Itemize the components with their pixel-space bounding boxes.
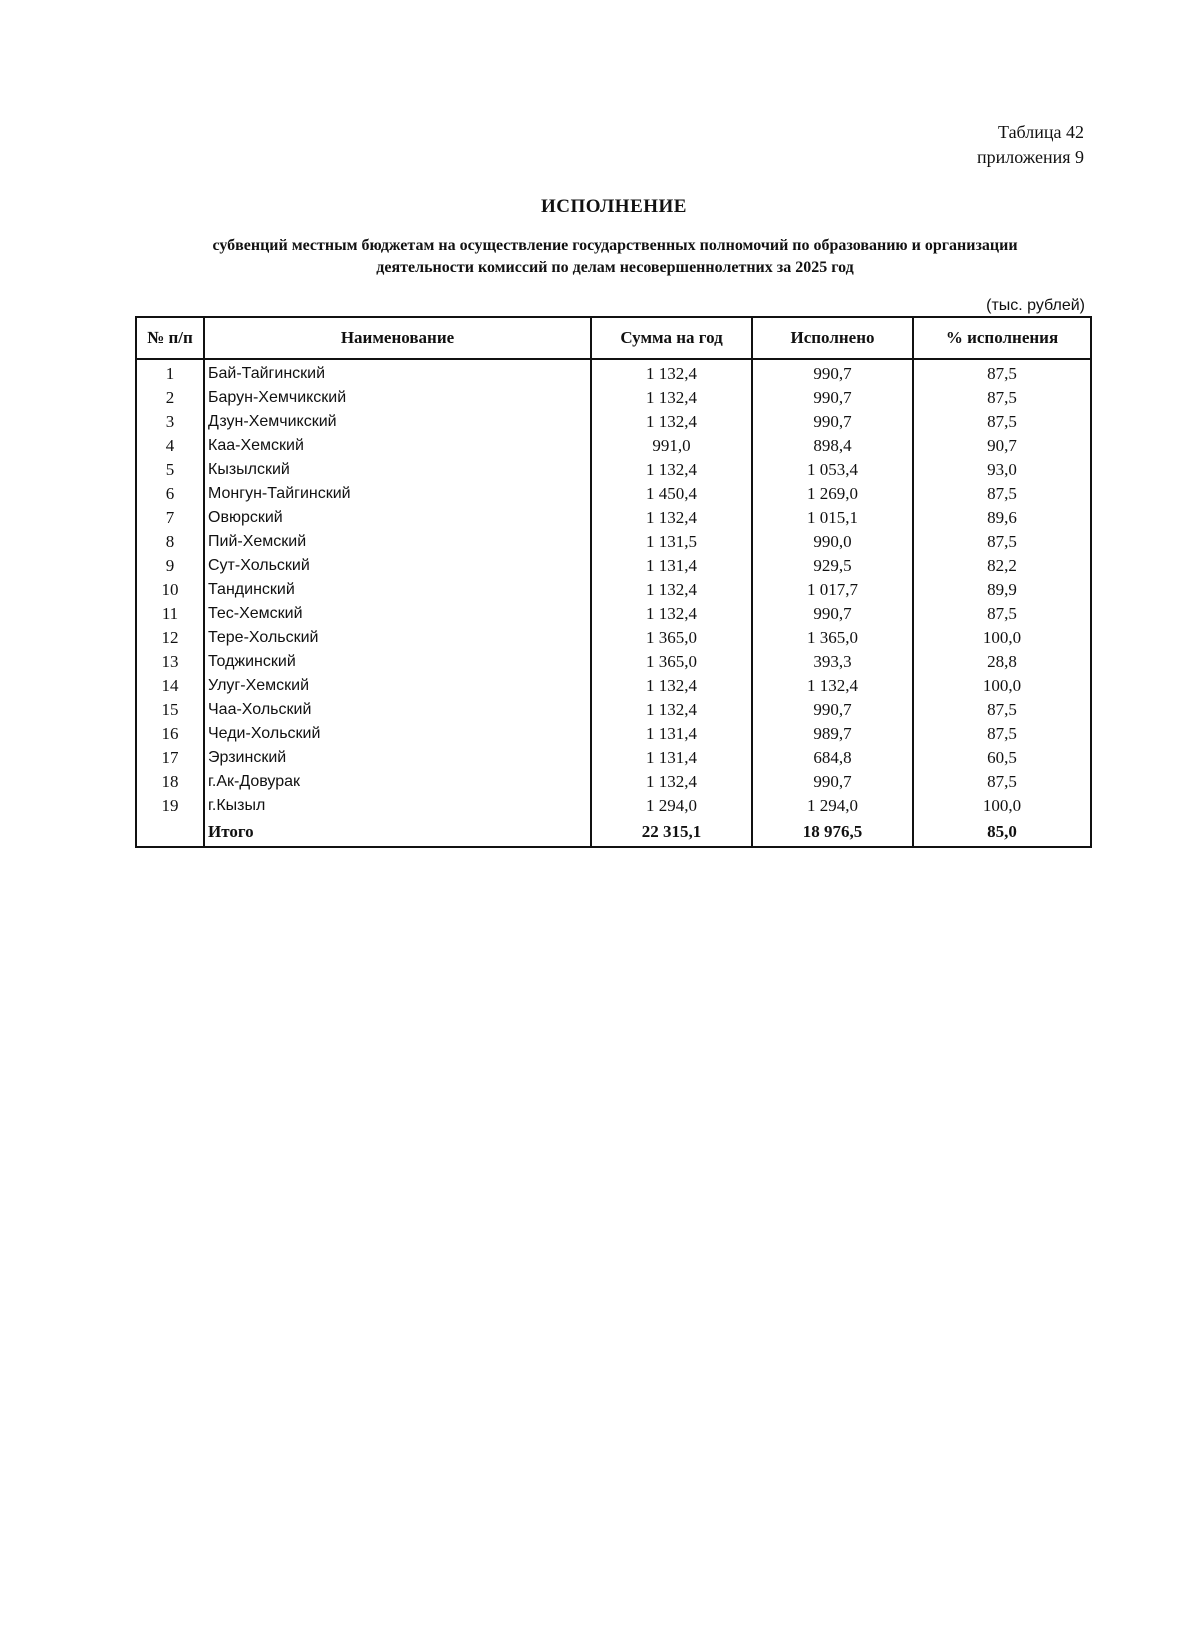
table-row <box>136 650 1091 674</box>
row-name: Эрзинский <box>204 746 591 770</box>
row-name: Сут-Хольский <box>204 554 591 578</box>
row-percent: 100,0 <box>913 674 1091 698</box>
row-number: 5 <box>136 458 204 482</box>
row-annual-sum: 1 131,4 <box>591 554 752 578</box>
row-number: 9 <box>136 554 204 578</box>
row-executed: 990,7 <box>752 359 913 386</box>
table-header-row <box>136 317 1091 359</box>
row-executed: 990,7 <box>752 602 913 626</box>
table-row <box>136 578 1091 602</box>
row-number: 10 <box>136 578 204 602</box>
document-title: ИСПОЛНЕНИЕ <box>541 196 687 217</box>
row-executed: 1 053,4 <box>752 458 913 482</box>
row-annual-sum: 1 132,4 <box>591 458 752 482</box>
row-executed: 990,7 <box>752 410 913 434</box>
units-label: (тыс. рублей) <box>986 297 1085 314</box>
row-annual-sum: 1 131,4 <box>591 746 752 770</box>
row-percent: 87,5 <box>913 530 1091 554</box>
row-name: г.Кызыл <box>204 794 591 818</box>
total-executed: 18 976,5 <box>752 818 913 847</box>
table-body <box>136 359 1091 847</box>
row-executed: 1 017,7 <box>752 578 913 602</box>
row-executed: 1 269,0 <box>752 482 913 506</box>
row-name: Чаа-Хольский <box>204 698 591 722</box>
row-name: Барун-Хемчикский <box>204 386 591 410</box>
row-percent: 87,5 <box>913 602 1091 626</box>
row-percent: 87,5 <box>913 482 1091 506</box>
row-annual-sum: 1 132,4 <box>591 410 752 434</box>
table-row <box>136 359 1091 386</box>
row-percent: 28,8 <box>913 650 1091 674</box>
row-executed: 990,0 <box>752 530 913 554</box>
row-annual-sum: 1 132,4 <box>591 386 752 410</box>
row-annual-sum: 1 132,4 <box>591 674 752 698</box>
row-annual-sum: 1 132,4 <box>591 602 752 626</box>
row-name: Овюрский <box>204 506 591 530</box>
row-annual-sum: 1 132,4 <box>591 770 752 794</box>
table-row <box>136 386 1091 410</box>
table-row <box>136 794 1091 818</box>
row-annual-sum: 1 132,4 <box>591 698 752 722</box>
row-name: Тере-Хольский <box>204 626 591 650</box>
total-label: Итого <box>204 818 591 847</box>
row-percent: 82,2 <box>913 554 1091 578</box>
table-row <box>136 554 1091 578</box>
row-annual-sum: 1 132,4 <box>591 359 752 386</box>
row-name: Тоджинский <box>204 650 591 674</box>
row-annual-sum: 1 131,5 <box>591 530 752 554</box>
table-row <box>136 482 1091 506</box>
row-percent: 87,5 <box>913 359 1091 386</box>
table-row <box>136 458 1091 482</box>
table-row <box>136 506 1091 530</box>
column-header-executed: Исполнено <box>752 317 913 359</box>
row-name: Монгун-Тайгинский <box>204 482 591 506</box>
row-executed: 1 294,0 <box>752 794 913 818</box>
row-executed: 929,5 <box>752 554 913 578</box>
row-annual-sum: 991,0 <box>591 434 752 458</box>
row-name: Пий-Хемский <box>204 530 591 554</box>
row-percent: 87,5 <box>913 410 1091 434</box>
column-header-annual-sum: Сумма на год <box>591 317 752 359</box>
row-executed: 684,8 <box>752 746 913 770</box>
row-percent: 87,5 <box>913 770 1091 794</box>
row-number: 7 <box>136 506 204 530</box>
row-percent: 87,5 <box>913 386 1091 410</box>
row-name: Улуг-Хемский <box>204 674 591 698</box>
table-row <box>136 698 1091 722</box>
row-name: Бай-Тайгинский <box>204 359 591 386</box>
execution-table <box>135 316 1092 848</box>
total-number <box>136 818 204 847</box>
row-annual-sum: 1 132,4 <box>591 578 752 602</box>
row-executed: 898,4 <box>752 434 913 458</box>
table-row <box>136 410 1091 434</box>
row-number: 4 <box>136 434 204 458</box>
row-percent: 87,5 <box>913 698 1091 722</box>
document-subtitle <box>150 235 1080 279</box>
row-number: 18 <box>136 770 204 794</box>
row-number: 11 <box>136 602 204 626</box>
row-annual-sum: 1 131,4 <box>591 722 752 746</box>
row-name: Тандинский <box>204 578 591 602</box>
row-percent: 100,0 <box>913 626 1091 650</box>
row-percent: 89,9 <box>913 578 1091 602</box>
row-percent: 60,5 <box>913 746 1091 770</box>
table-row <box>136 674 1091 698</box>
table-reference <box>977 120 1084 170</box>
row-name: Тес-Хемский <box>204 602 591 626</box>
row-number: 13 <box>136 650 204 674</box>
row-number: 3 <box>136 410 204 434</box>
row-name: Кызылский <box>204 458 591 482</box>
row-executed: 1 365,0 <box>752 626 913 650</box>
total-percent: 85,0 <box>913 818 1091 847</box>
total-annual-sum: 22 315,1 <box>591 818 752 847</box>
row-number: 12 <box>136 626 204 650</box>
row-number: 8 <box>136 530 204 554</box>
row-name: Дзун-Хемчикский <box>204 410 591 434</box>
column-header-number: № п/п <box>136 317 204 359</box>
row-number: 14 <box>136 674 204 698</box>
row-number: 1 <box>136 359 204 386</box>
row-number: 16 <box>136 722 204 746</box>
row-executed: 990,7 <box>752 770 913 794</box>
row-percent: 90,7 <box>913 434 1091 458</box>
row-annual-sum: 1 450,4 <box>591 482 752 506</box>
row-annual-sum: 1 365,0 <box>591 650 752 674</box>
table-row <box>136 746 1091 770</box>
row-executed: 1 015,1 <box>752 506 913 530</box>
row-annual-sum: 1 365,0 <box>591 626 752 650</box>
row-executed: 990,7 <box>752 386 913 410</box>
subtitle-line-1: субвенций местным бюджетам на осуществление государственных полномочий по образованию и организации <box>212 237 1018 254</box>
table-row <box>136 434 1091 458</box>
row-executed: 989,7 <box>752 722 913 746</box>
column-header-name: Наименование <box>204 317 591 359</box>
table-row <box>136 626 1091 650</box>
row-number: 15 <box>136 698 204 722</box>
row-number: 19 <box>136 794 204 818</box>
row-number: 17 <box>136 746 204 770</box>
row-executed: 393,3 <box>752 650 913 674</box>
row-percent: 87,5 <box>913 722 1091 746</box>
table-row <box>136 602 1091 626</box>
row-percent: 93,0 <box>913 458 1091 482</box>
row-percent: 89,6 <box>913 506 1091 530</box>
row-name: Каа-Хемский <box>204 434 591 458</box>
row-number: 2 <box>136 386 204 410</box>
appendix-number: приложения 9 <box>976 147 1084 167</box>
row-executed: 1 132,4 <box>752 674 913 698</box>
total-row <box>136 818 1091 847</box>
table-row <box>136 530 1091 554</box>
row-name: г.Ак-Довурак <box>204 770 591 794</box>
table-row <box>136 722 1091 746</box>
row-executed: 990,7 <box>752 698 913 722</box>
row-number: 6 <box>136 482 204 506</box>
row-name: Чеди-Хольский <box>204 722 591 746</box>
table-number: Таблица 42 <box>998 122 1084 142</box>
row-annual-sum: 1 132,4 <box>591 506 752 530</box>
row-percent: 100,0 <box>913 794 1091 818</box>
column-header-percent: % исполнения <box>913 317 1091 359</box>
table-row <box>136 770 1091 794</box>
subtitle-line-2: деятельности комиссий по делам несовершеннолетних за 2025 год <box>376 259 854 276</box>
row-annual-sum: 1 294,0 <box>591 794 752 818</box>
